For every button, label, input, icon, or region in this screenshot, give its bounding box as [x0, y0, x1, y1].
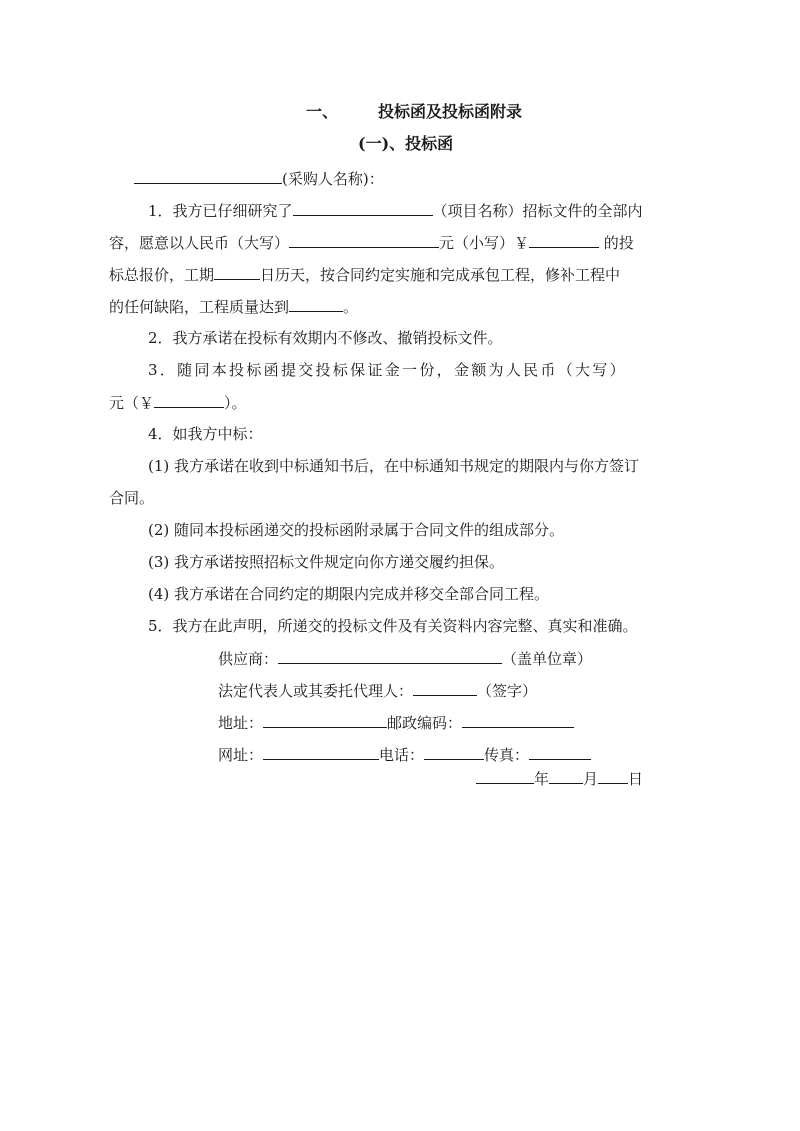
para3-text: ）。 [224, 394, 247, 412]
para4: 4．如我方中标： [148, 425, 263, 443]
representative-line [218, 680, 537, 701]
para4-1-line2: 合同。 [109, 489, 155, 507]
representative-blank[interactable] [413, 680, 477, 696]
addressee-line [134, 168, 384, 189]
project-name-blank[interactable] [293, 200, 433, 216]
para4-2: (2) 随同本投标函递交的投标函附录属于合同文件的组成部分。 [148, 521, 565, 539]
para1-text: （项目名称）招标文件的全部内 [432, 202, 643, 220]
para1-line4 [109, 296, 358, 317]
representative-note: （签字） [477, 682, 538, 700]
address-line [218, 712, 574, 733]
purchaser-name-blank[interactable] [134, 168, 282, 184]
price-words-blank[interactable] [289, 232, 439, 248]
postcode-blank[interactable] [462, 712, 574, 728]
para3-line2 [109, 392, 247, 413]
para1-text: 的任何缺陷，工程质量达到 [109, 298, 290, 316]
section-title-text: 投标函及投标函附录 [378, 102, 523, 121]
postcode-label: 邮政编码： [387, 714, 463, 732]
bond-amount-blank[interactable] [154, 392, 224, 408]
phone-blank[interactable] [424, 744, 484, 760]
para1-line2 [109, 232, 634, 253]
para3-text: 元（￥ [109, 394, 155, 412]
website-blank[interactable] [263, 744, 379, 760]
supplier-label: 供应商： [218, 650, 279, 668]
price-figures-blank[interactable] [529, 232, 599, 248]
phone-label: 电话： [379, 746, 425, 764]
supplier-blank[interactable] [278, 648, 502, 664]
para1-text: 。 [343, 298, 359, 316]
contact-line [218, 744, 591, 765]
para4-4: (4) 我方承诺在合同约定的期限内完成并移交全部合同工程。 [148, 585, 550, 603]
para1-text: 元（小写）￥ [439, 234, 530, 252]
para1-text: 容，愿意以人民币（大写） [109, 234, 290, 252]
date-line [476, 768, 643, 789]
para5: 5．我方在此声明，所递交的投标文件及有关资料内容完整、真实和准确。 [148, 617, 638, 635]
address-blank[interactable] [263, 712, 387, 728]
para2: 2．我方承诺在投标有效期内不修改、撤销投标文件。 [148, 329, 503, 347]
para1-line3 [109, 264, 620, 285]
para1-text: 标总报价，工期 [109, 266, 215, 284]
para3-line1: 3．随同本投标函提交投标保证金一份，金额为人民币（大写） [148, 361, 627, 379]
website-label: 网址： [218, 746, 264, 764]
representative-label: 法定代表人或其委托代理人： [218, 682, 414, 700]
para1-text: 1．我方已仔细研究了 [148, 202, 293, 220]
month-label: 月 [583, 770, 599, 788]
para1-text: 的投 [599, 234, 634, 252]
para1-text: 日历天，按合同约定实施和完成承包工程，修补工程中 [260, 266, 621, 284]
month-blank[interactable] [549, 768, 583, 784]
duration-blank[interactable] [214, 264, 260, 280]
para4-1-line1: (1) 我方承诺在收到中标通知书后，在中标通知书规定的期限内与你方签订 [148, 457, 640, 475]
fax-label: 传真： [484, 746, 530, 764]
subsection-title: (一)、投标函 [358, 134, 454, 153]
section-title [306, 102, 522, 122]
year-label: 年 [534, 770, 550, 788]
quality-blank[interactable] [289, 296, 343, 312]
day-label: 日 [628, 770, 644, 788]
para1-line1 [148, 200, 643, 221]
supplier-note: （盖单位章） [502, 650, 593, 668]
para4-3: (3) 我方承诺按照招标文件规定向你方递交履约担保。 [148, 553, 505, 571]
section-number: 一、 [306, 102, 339, 121]
supplier-line [218, 648, 592, 669]
fax-blank[interactable] [529, 744, 591, 760]
address-label: 地址： [218, 714, 264, 732]
day-blank[interactable] [598, 768, 628, 784]
year-blank[interactable] [476, 768, 534, 784]
addressee-note: (采购人名称)： [282, 170, 384, 188]
